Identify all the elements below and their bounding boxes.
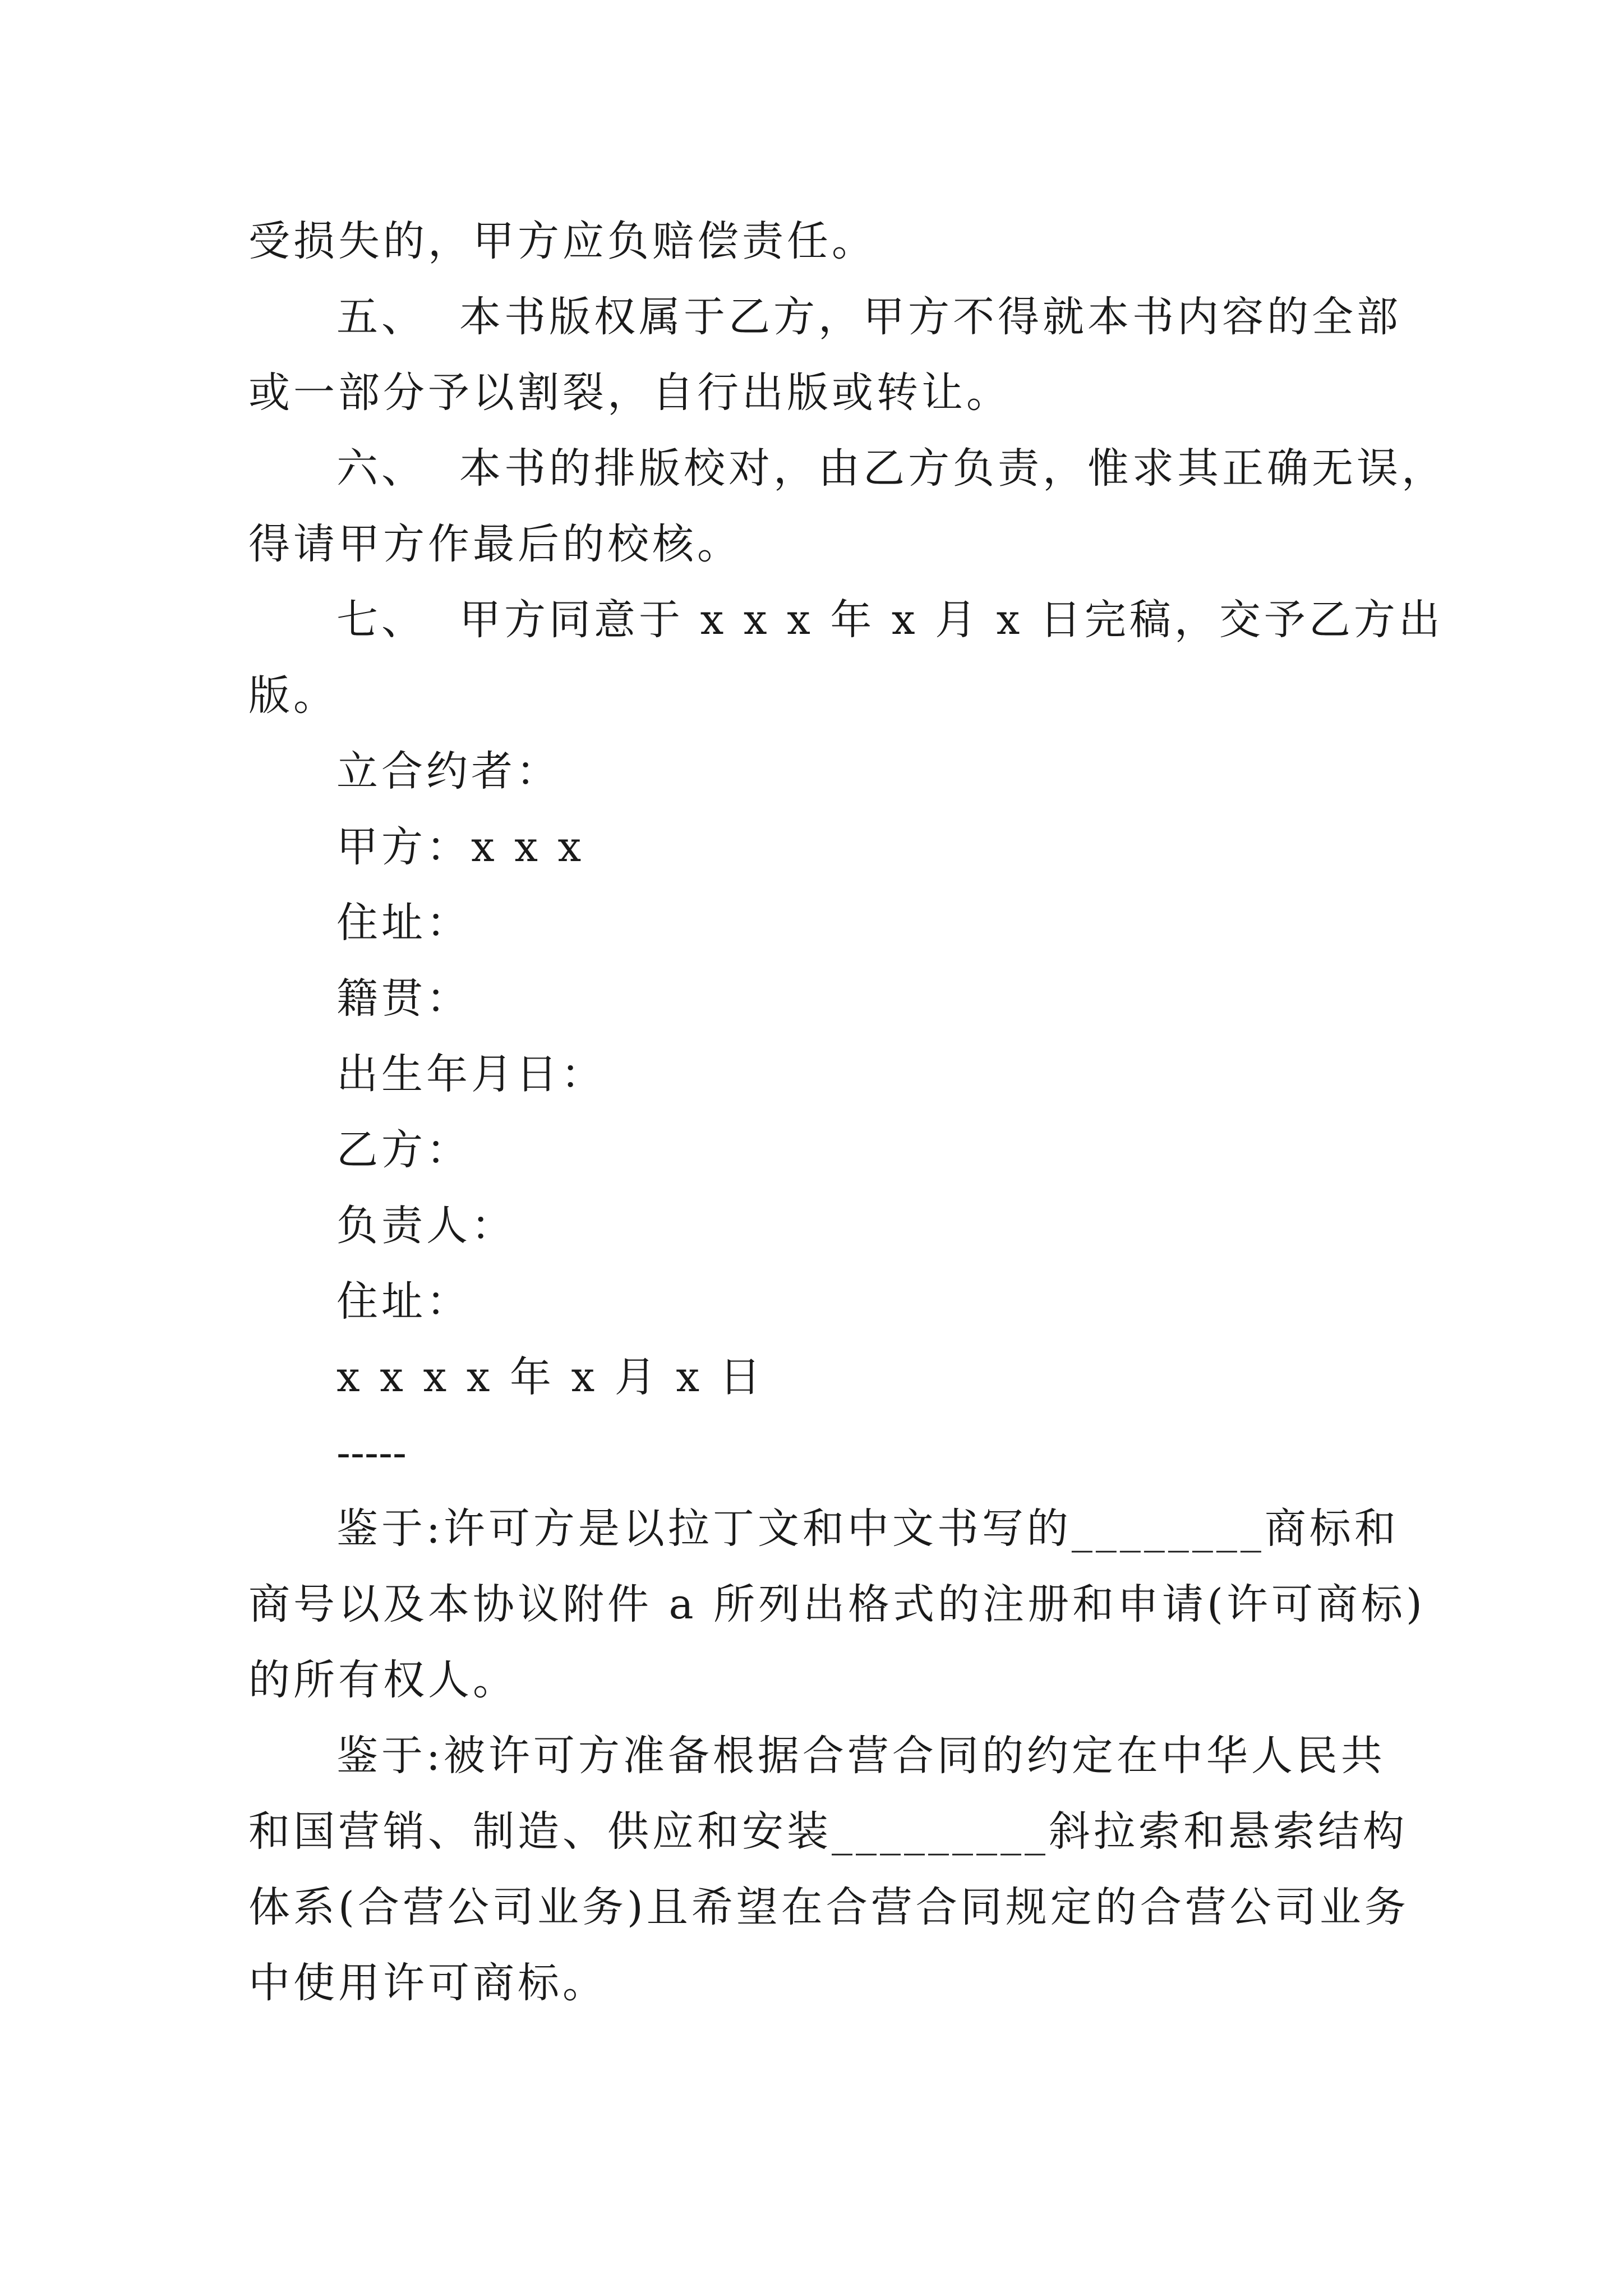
date-field: x x x x 年 x 月 x 日 xyxy=(336,1353,764,1401)
text-line: 版。 xyxy=(248,671,338,720)
text-line: 受损失的，甲方应负赔偿责任。 xyxy=(248,217,877,265)
text-line: 商号以及本协议附件 a 所列出格式的注册和申请(许可商标) xyxy=(248,1580,1426,1628)
party-b-field: 乙方： xyxy=(336,1126,471,1174)
person-in-charge-field: 负责人： xyxy=(336,1202,516,1250)
party-a-field: 甲方：x x x xyxy=(336,823,585,871)
recital-two: 鉴于:被许可方准备根据合营合同的约定在中华人民共 xyxy=(336,1732,1386,1780)
address-field: 住址： xyxy=(336,1277,471,1326)
text-line: 得请甲方作最后的校核。 xyxy=(248,520,742,568)
birth-date-field: 出生年月日： xyxy=(336,1050,606,1098)
section-separator: ----- xyxy=(336,1429,407,1477)
clause-six: 六、 本书的排版校对，由乙方负责，惟求其正确无误， xyxy=(336,444,1447,493)
text-line: 或一部分予以割裂，自行出版或转让。 xyxy=(248,369,1011,417)
text-line: 体系(合营公司业务)且希望在合营合同规定的合营公司业务 xyxy=(248,1883,1409,1931)
clause-seven: 七、 甲方同意于 x x x 年 x 月 x 日完稿，交予乙方出 xyxy=(336,596,1444,644)
clause-five: 五、 本书版权属于乙方，甲方不得就本书内容的全部 xyxy=(336,293,1402,341)
text-line: 的所有权人。 xyxy=(248,1656,518,1704)
signatories-heading: 立合约者： xyxy=(336,747,561,795)
text-line: 中使用许可商标。 xyxy=(248,1959,607,2007)
native-place-field: 籍贯： xyxy=(336,974,471,1023)
recital-one: 鉴于:许可方是以拉丁文和中文书写的________商标和 xyxy=(336,1504,1399,1553)
text-line: 和国营销、制造、供应和安装_________斜拉索和悬索结构 xyxy=(248,1807,1408,1856)
address-field: 住址： xyxy=(336,899,471,947)
